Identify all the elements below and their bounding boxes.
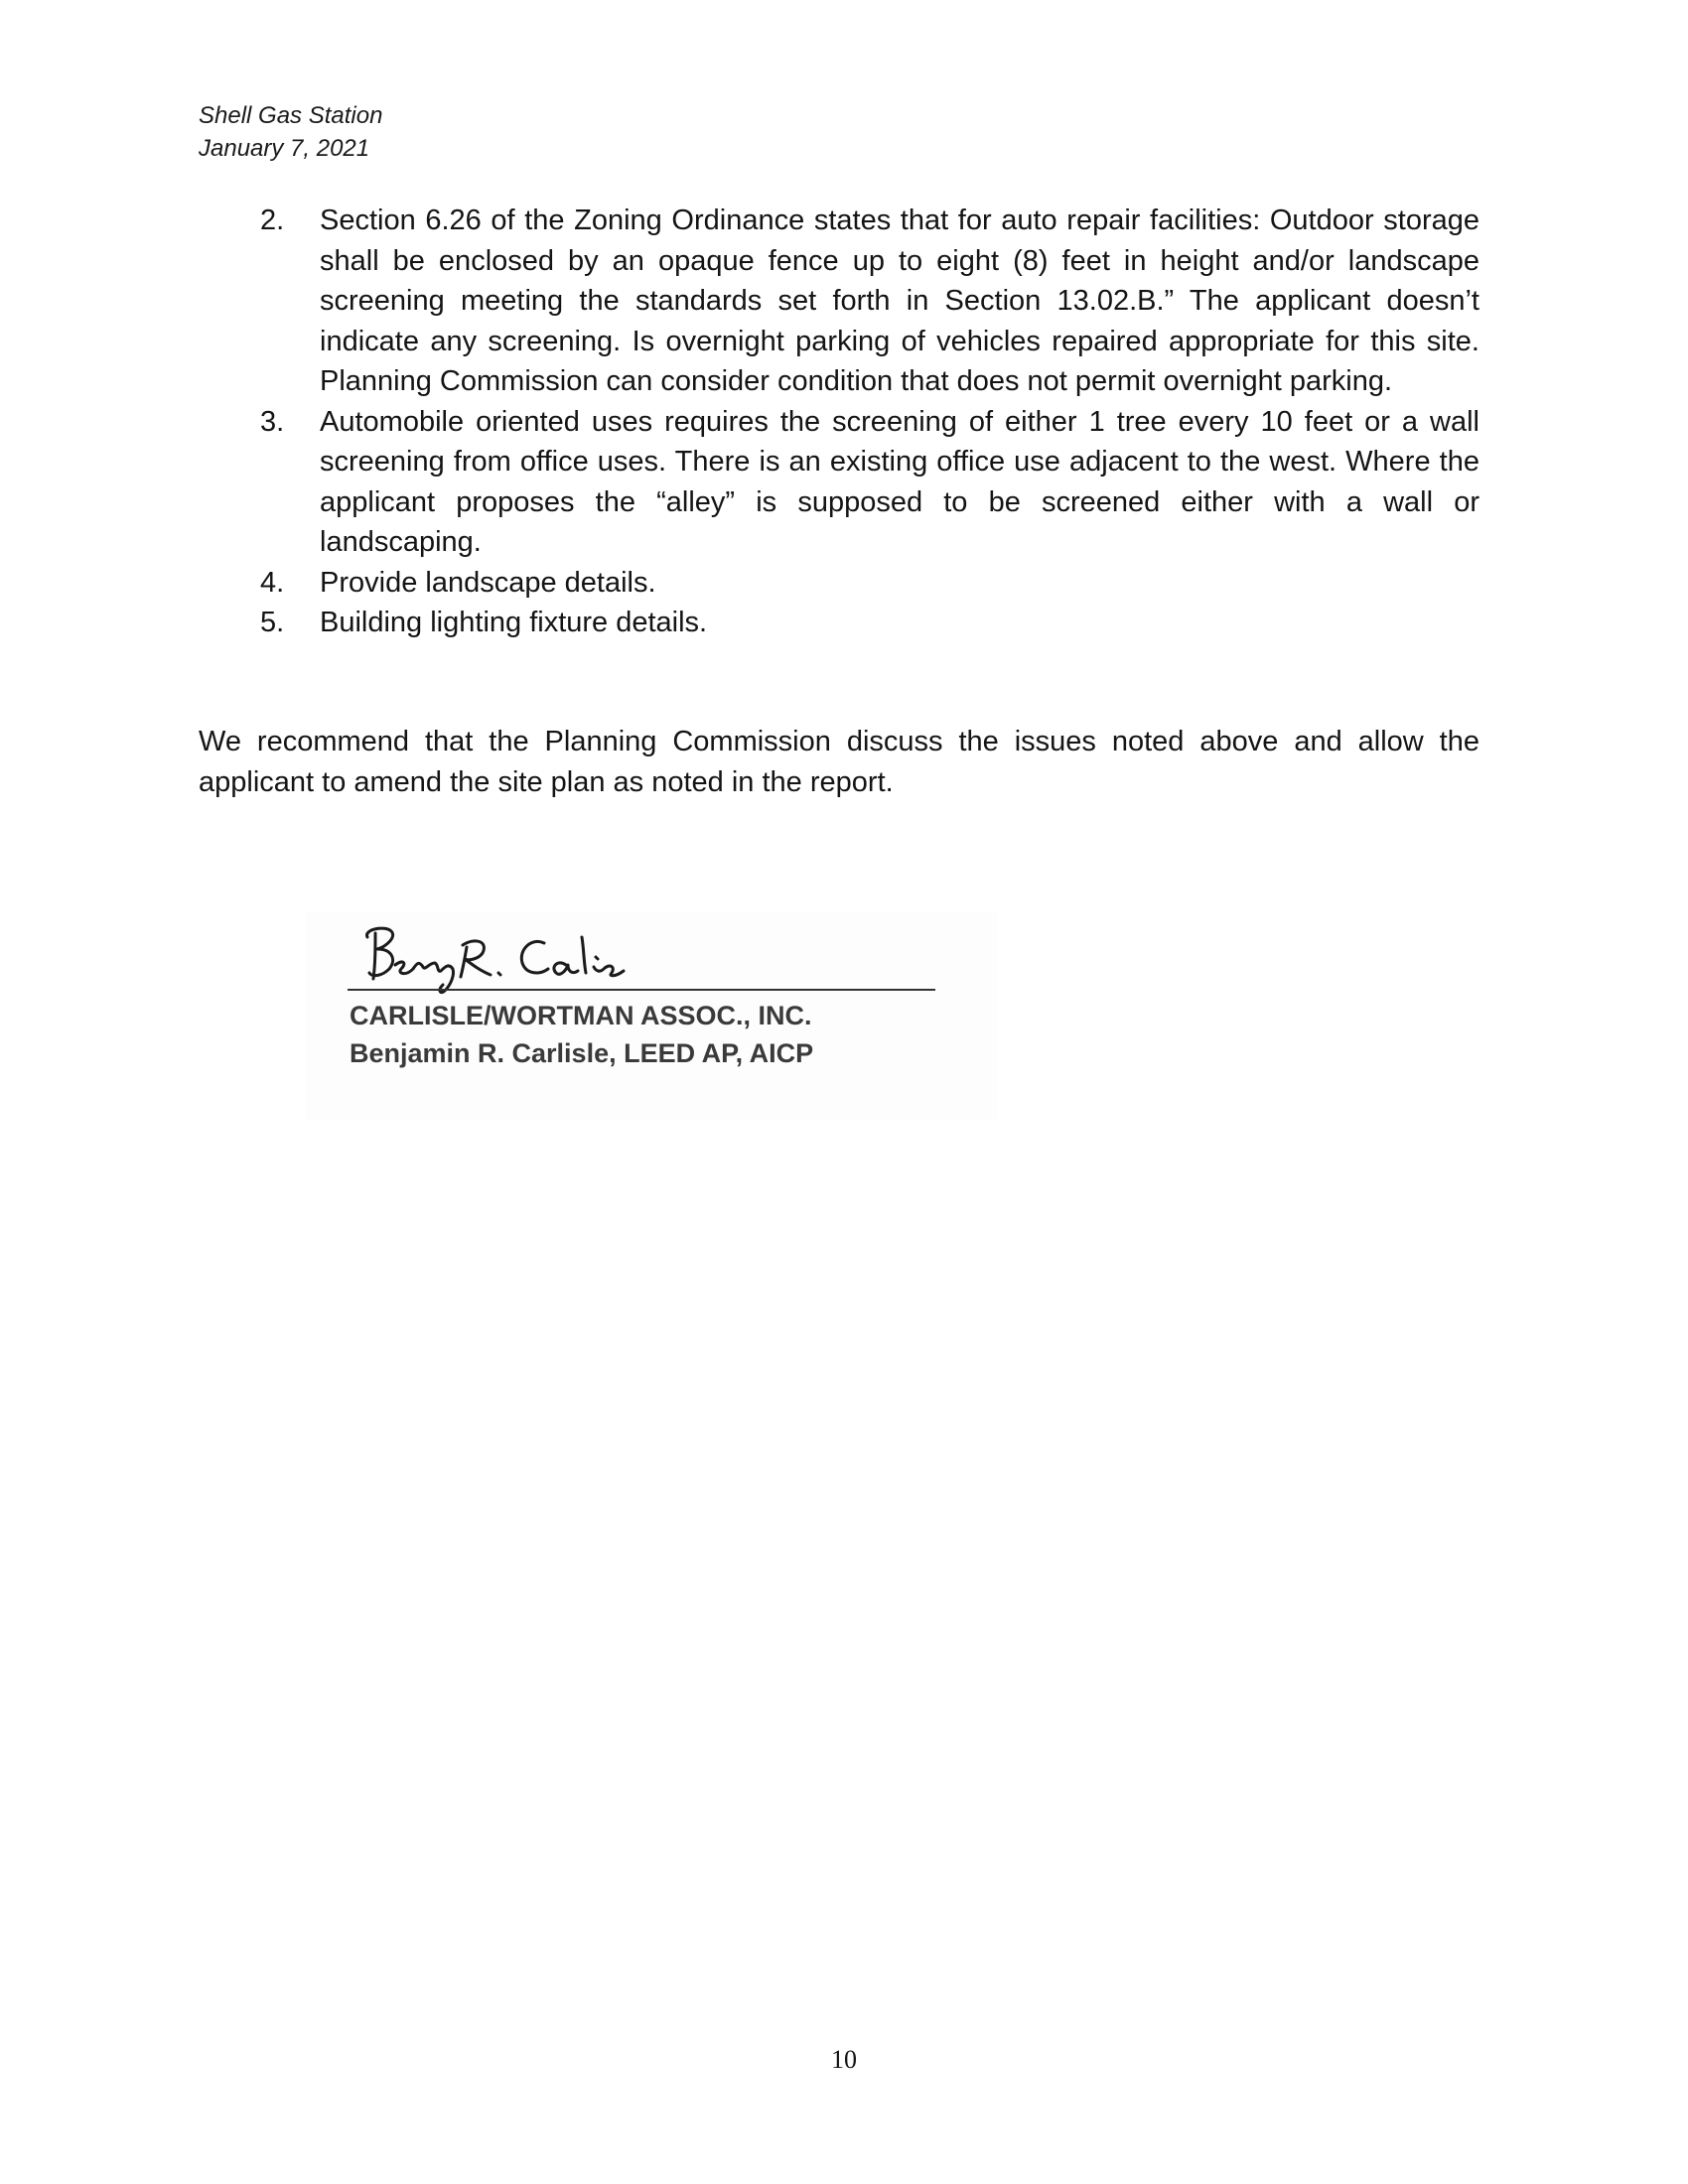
signature-block <box>306 911 997 1120</box>
list-item <box>199 201 1479 402</box>
list-item-number: 3. <box>260 405 285 438</box>
closing-paragraph: We recommend that the Planning Commission discuss the issues noted above and allow the applicant to amend the site plan as noted in the report. <box>199 726 1479 798</box>
signature-line <box>348 989 935 991</box>
page-number: 10 <box>831 2045 857 2074</box>
header-project-name: Shell Gas Station <box>199 102 383 129</box>
list-item-number: 5. <box>260 607 285 638</box>
list-item <box>199 563 1479 604</box>
list-item-text: Provide landscape details. <box>320 566 656 599</box>
signature-name: Benjamin R. Carlisle, LEED AP, AICP <box>350 1038 814 1068</box>
list-item <box>199 402 1479 563</box>
numbered-list <box>199 201 1479 643</box>
signature-firm: CARLISLE/WORTMAN ASSOC., INC. <box>350 1001 812 1030</box>
list-item-number: 2. <box>260 205 285 236</box>
list-item <box>199 603 1479 643</box>
list-item-text: Building lighting fixture details. <box>320 607 708 638</box>
header-date: January 7, 2021 <box>199 135 370 162</box>
document-header <box>199 99 382 165</box>
list-item-text: Automobile oriented uses requires the screening of either 1 tree every 10 feet or a wall screening from office uses. There is an existing office use adjacent to the west. Where the applicant proposes the “alley” is supposed to be screened either with a wall or landscaping. <box>320 405 1479 558</box>
list-item-number: 4. <box>260 566 285 599</box>
list-item-text: Section 6.26 of the Zoning Ordinance states that for auto repair facilities: Outdoor storage shall be enclosed by an opaque fence up to eight (8) feet in height and/or landscape screening meeting the standards set forth in Section 13.02.B.” The applicant doesn’t indicate any screening. Is overnight parking of vehicles repaired appropriate for this site. Planning Commission can consider condition that does not permit overnight parking. <box>320 205 1479 397</box>
